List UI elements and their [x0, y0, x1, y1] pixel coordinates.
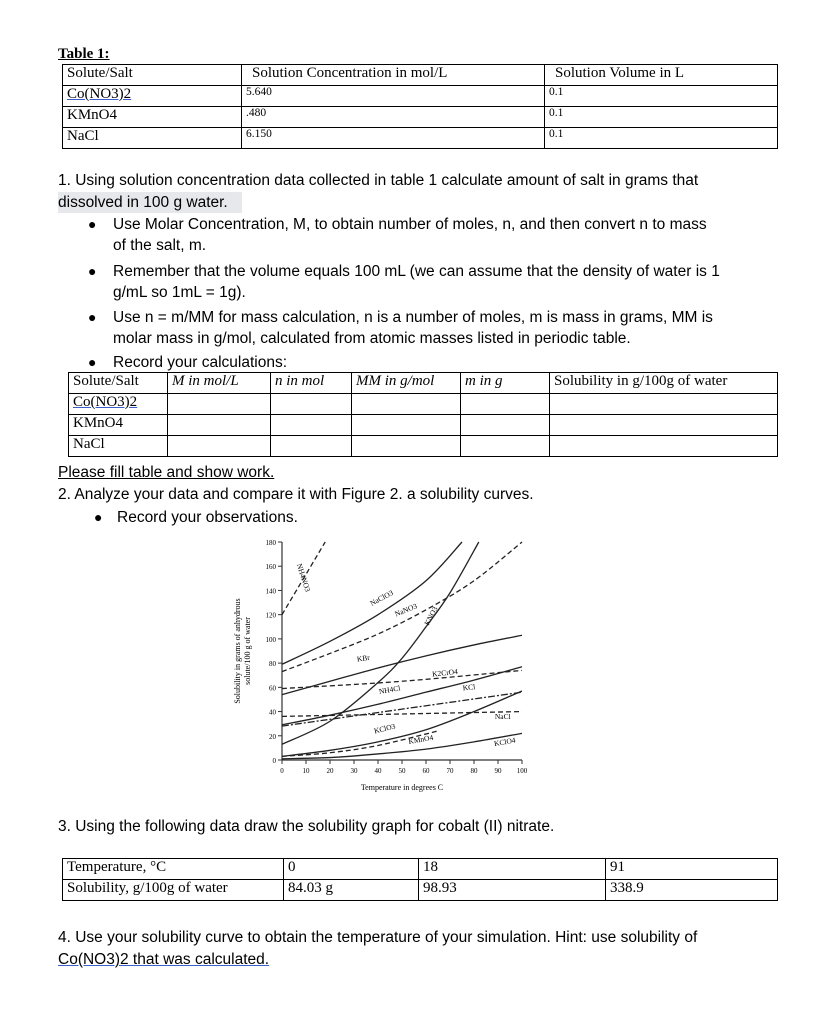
table1-caption: Table 1: [58, 46, 110, 62]
y-tick-label: 140 [265, 587, 276, 596]
header: n in mol [271, 373, 352, 394]
series-label: NH4Cl [378, 683, 402, 697]
y-tick-label: 160 [265, 563, 276, 572]
bullet-icon: ● [94, 509, 103, 525]
cell: 6.150 [242, 128, 545, 149]
header: Solution Concentration in mol/L [242, 65, 545, 86]
note: Please fill table and show work. [58, 464, 275, 481]
series-label: KClO4 [493, 735, 517, 749]
x-axis-label: Temperature in degrees C [360, 783, 444, 792]
x-tick-label: 0 [280, 767, 284, 775]
bullet-icon: ● [88, 354, 97, 370]
x-tick-label: 50 [398, 767, 406, 775]
solubility-chart [220, 530, 560, 800]
header: Solubility in g/100g of water [550, 373, 778, 394]
x-tick-label: 20 [326, 767, 334, 775]
cell: Co(NO3)2 [69, 394, 168, 415]
series-label: KCl [462, 682, 476, 693]
q1-bullet: Remember that the volume equals 100 mL (we can assume that the density of water is 1 g/mL so 1mL = 1g). [113, 263, 720, 301]
x-tick-label: 40 [374, 767, 382, 775]
series-label: NaCl [494, 711, 511, 721]
bullet-icon: ● [88, 263, 97, 279]
y-tick-label: 120 [265, 611, 276, 620]
x-tick-label: 10 [302, 767, 310, 775]
series-line-NaCl [282, 712, 522, 717]
input-cell[interactable] [461, 394, 550, 415]
q3-line: 3. Using the following data draw the solubility graph for cobalt (II) nitrate. [58, 818, 555, 835]
series-line-KClO3 [282, 691, 522, 756]
y-tick-label: 40 [269, 708, 276, 717]
input-cell[interactable] [461, 415, 550, 436]
series-label: KNO3 [422, 604, 440, 627]
bullet-icon: ● [88, 309, 97, 325]
input-cell[interactable] [550, 436, 778, 457]
input-cell[interactable] [352, 436, 461, 457]
series-label: NaClO3 [368, 588, 395, 608]
header: Solute/Salt [69, 373, 168, 394]
y-tick-label: 60 [269, 684, 276, 693]
bullet-icon: ● [88, 216, 97, 232]
cell: 338.9 [606, 880, 778, 901]
cell: 0.1 [545, 86, 778, 107]
cell: 0 [284, 859, 419, 880]
y-axis-label: Solubility in grams of anhydrous [233, 598, 242, 704]
cell: 91 [606, 859, 778, 880]
q2-bullet: Record your observations. [117, 509, 298, 526]
q4-line2: Co(NO3)2 that was calculated. [58, 951, 270, 968]
cell: NaCl [63, 128, 242, 149]
x-tick-label: 60 [422, 767, 430, 775]
cell: 0.1 [545, 128, 778, 149]
series-line-KBr [282, 635, 522, 697]
cell: NaCl [69, 436, 168, 457]
x-tick-label: 90 [494, 767, 502, 775]
series-line-KCl [282, 692, 522, 726]
input-cell[interactable] [550, 415, 778, 436]
header: m in g [461, 373, 550, 394]
input-cell[interactable] [352, 394, 461, 415]
y-tick-label: 100 [265, 635, 276, 644]
x-tick-label: 30 [350, 767, 358, 775]
cell: 98.93 [419, 880, 606, 901]
q4-line1: 4. Use your solubility curve to obtain the temperature of your simulation. Hint: use solubility of [58, 929, 698, 946]
cell: Solubility, g/100g of water [63, 880, 284, 901]
cell: .480 [242, 107, 545, 128]
table3 [62, 858, 778, 901]
cell: 18 [419, 859, 606, 880]
header: MM in g/mol [352, 373, 461, 394]
x-tick-label: 70 [446, 767, 454, 775]
cell: 84.03 g [284, 880, 419, 901]
cell: Temperature, °C [63, 859, 284, 880]
header: Solution Volume in L [545, 65, 778, 86]
series-label: K2CrO4 [431, 666, 459, 679]
input-cell[interactable] [271, 436, 352, 457]
series-label: KBr [356, 652, 371, 664]
header: Solute/Salt [63, 65, 242, 86]
cell: KMnO4 [69, 415, 168, 436]
series-label: NH4NO3 [294, 562, 313, 593]
y-tick-label: 80 [269, 660, 276, 669]
cell: Co(NO3)2 [63, 86, 242, 107]
q1-bullet: Use Molar Concentration, M, to obtain number of moles, n, and then convert n to mass of the salt, m. [113, 216, 707, 254]
input-cell[interactable] [271, 394, 352, 415]
series-label: NaNO3 [393, 601, 419, 619]
input-cell[interactable] [168, 415, 271, 436]
x-tick-label: 100 [516, 767, 528, 775]
y-tick-label: 0 [272, 757, 276, 765]
y-tick-label: 180 [265, 539, 276, 547]
input-cell[interactable] [461, 436, 550, 457]
cell: 5.640 [242, 86, 545, 107]
q1-line2: dissolved in 100 g water. [58, 192, 242, 213]
q1-bullet: Record your calculations: [113, 354, 288, 371]
input-cell[interactable] [352, 415, 461, 436]
input-cell[interactable] [168, 394, 271, 415]
series-line-K2CrO4 [282, 670, 522, 688]
cell: KMnO4 [63, 107, 242, 128]
input-cell[interactable] [550, 394, 778, 415]
q1-line1: 1. Using solution concentration data collected in table 1 calculate amount of salt in grams that [58, 172, 699, 189]
y-axis-label: solute/100 g of water [243, 617, 252, 685]
header: M in mol/L [168, 373, 271, 394]
q1-bullet: Use n = m/MM for mass calculation, n is a number of moles, m is mass in grams, MM is molar mass in g/mol, calculated from atomic masses listed in periodic table. [113, 309, 713, 347]
table2 [68, 372, 778, 457]
series-line-KClO4 [282, 733, 522, 758]
series-label: KMnO4 [407, 732, 434, 746]
q2-line: 2. Analyze your data and compare it with Figure 2. a solubility curves. [58, 486, 534, 503]
x-tick-label: 80 [470, 767, 478, 775]
input-cell[interactable] [271, 415, 352, 436]
table1 [62, 64, 778, 149]
series-label: KClO3 [372, 721, 397, 736]
cell: 0.1 [545, 107, 778, 128]
input-cell[interactable] [168, 436, 271, 457]
y-tick-label: 20 [269, 732, 276, 741]
